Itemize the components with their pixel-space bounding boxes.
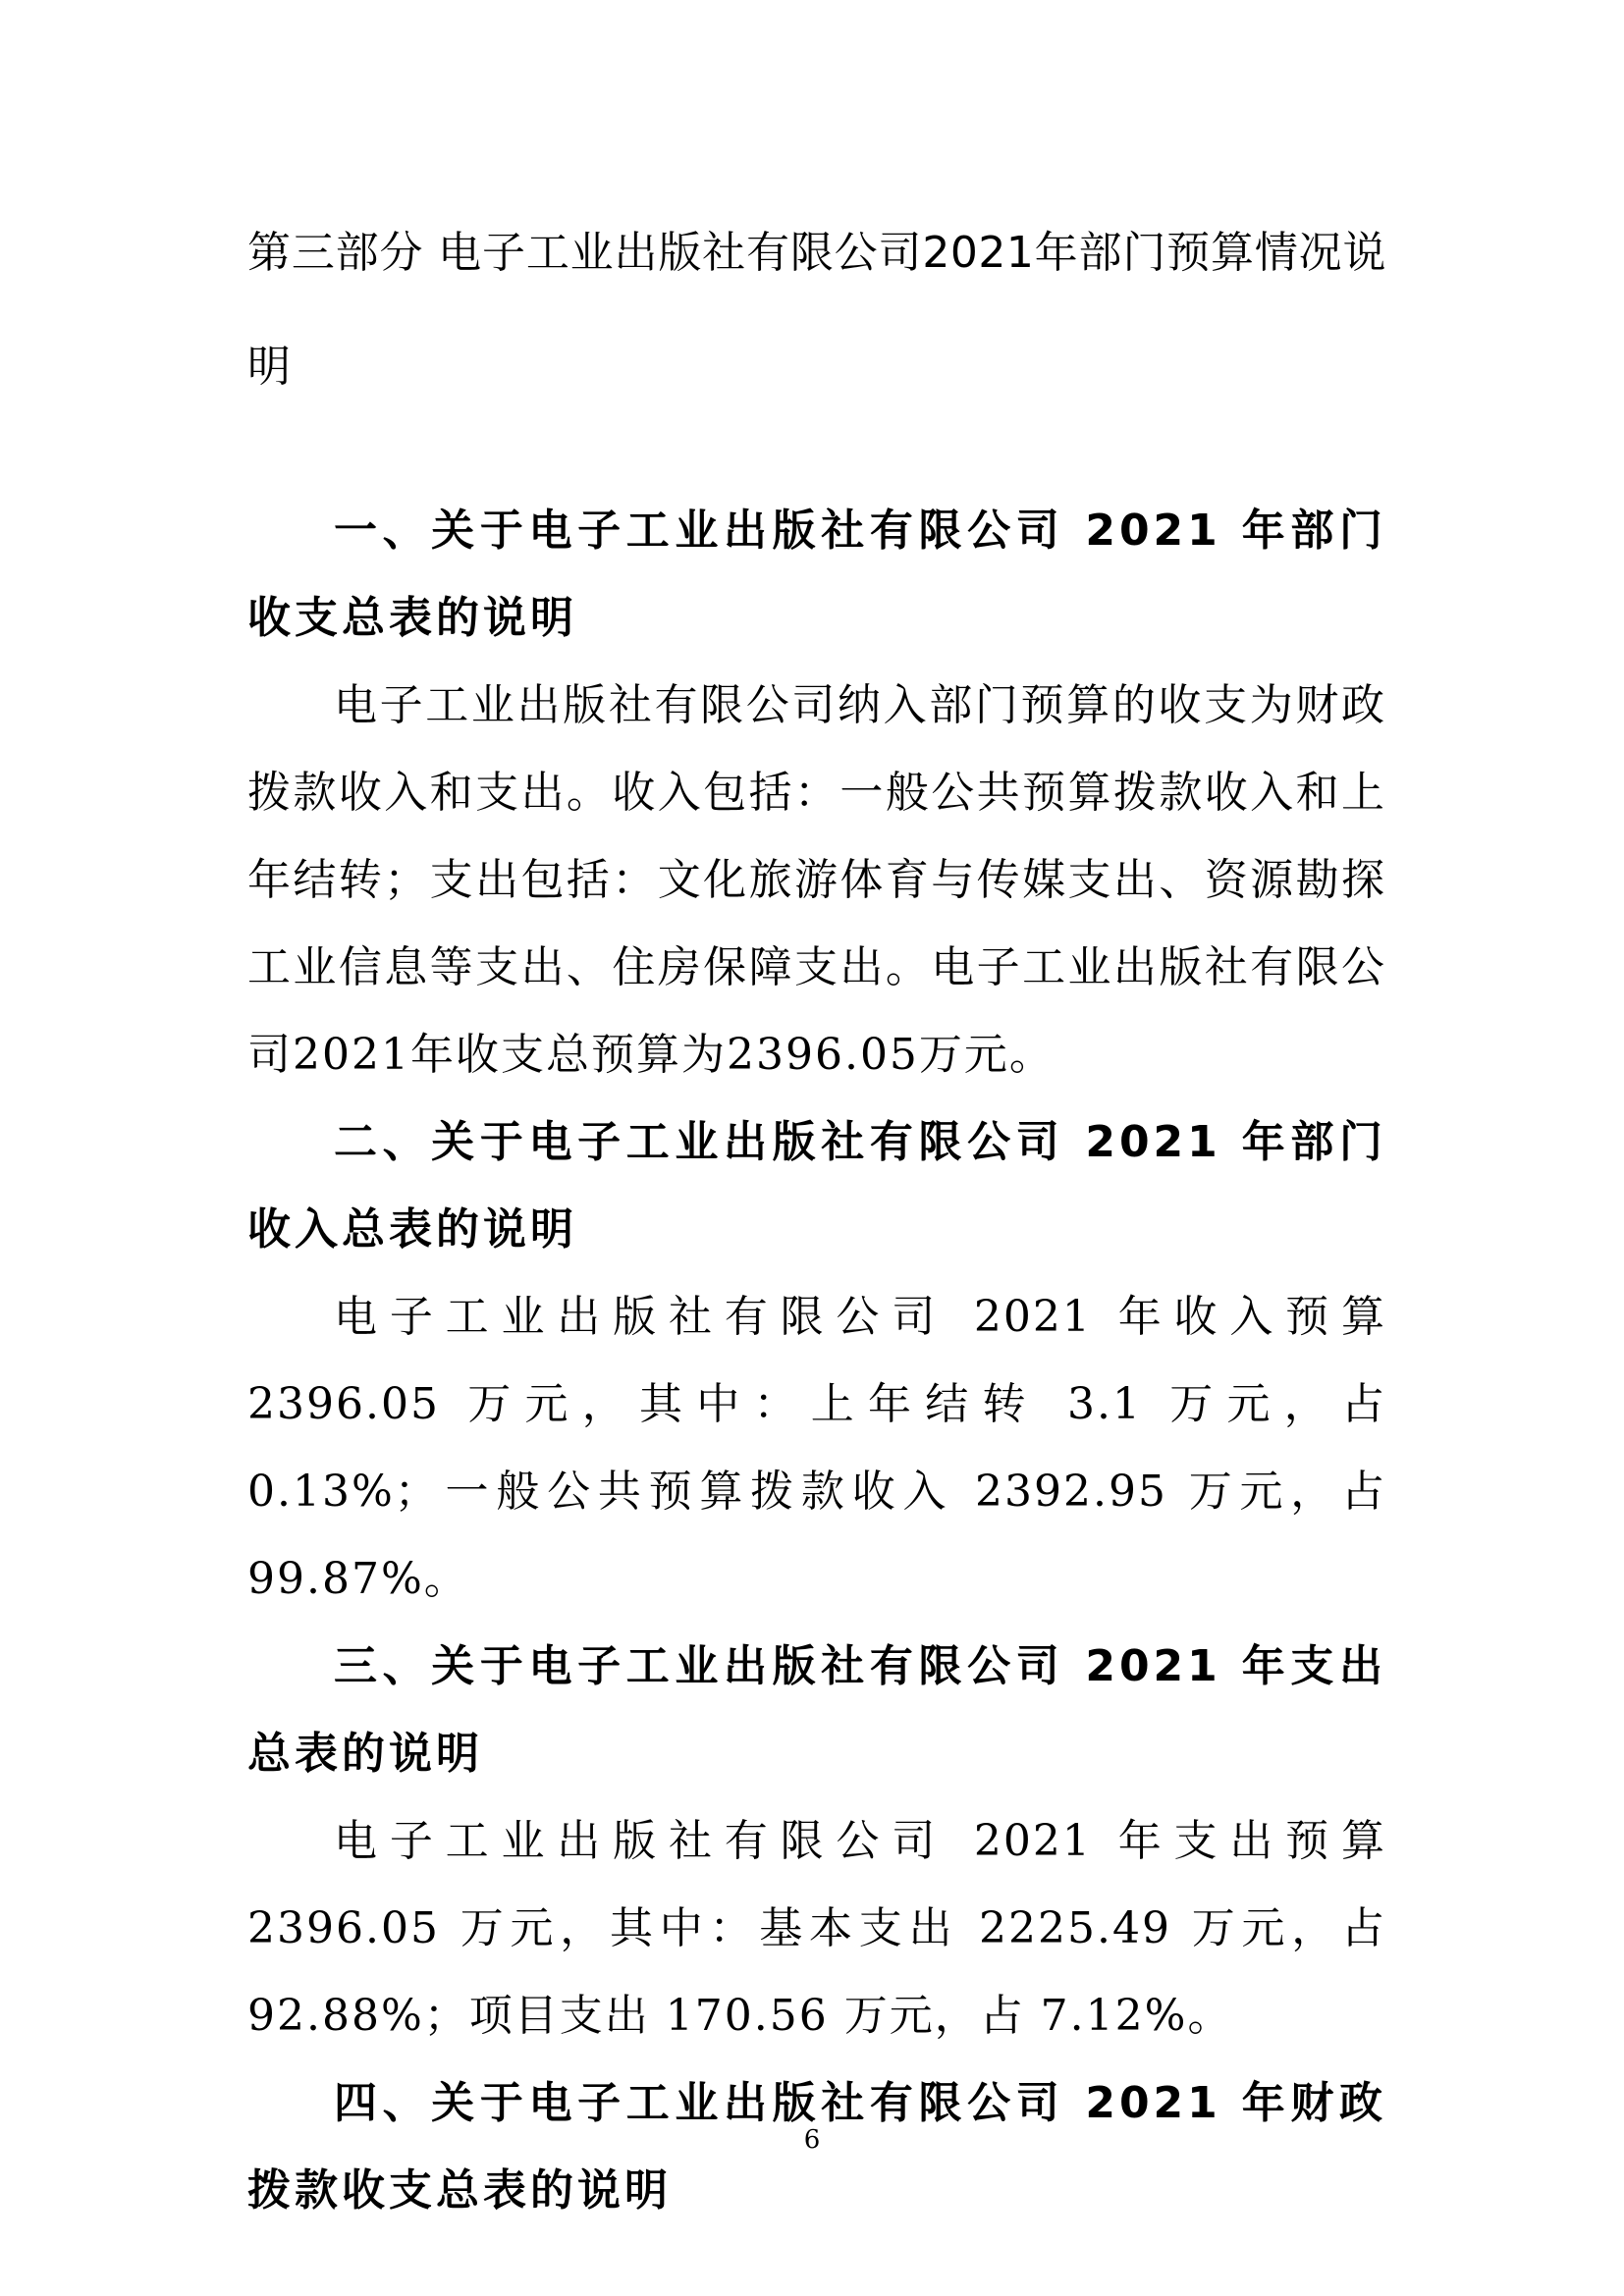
section-3 bbox=[247, 1623, 1386, 2059]
part-title: 第三部分 电子工业出版社有限公司2021年部门预算情况说明 bbox=[247, 228, 1386, 392]
title-spacer bbox=[247, 424, 1386, 487]
section-heading: 二、关于电子工业出版社有限公司 2021 年部门收入总表的说明 bbox=[247, 1117, 1386, 1255]
section-heading: 三、关于电子工业出版社有限公司 2021 年支出总表的说明 bbox=[247, 1641, 1386, 1779]
document-page bbox=[247, 196, 1386, 2234]
section-paragraph: 电子工业出版社有限公司 2021 年支出预算 2396.05 万元，其中：基本支出 2225.49 万元，占 92.88%；项目支出 170.56 万元，占 7.12%。 bbox=[247, 1816, 1386, 2041]
section-heading: 四、关于电子工业出版社有限公司 2021 年财政拨款收支总表的说明 bbox=[247, 2078, 1386, 2216]
page-number: 6 bbox=[803, 2125, 821, 2155]
section-2 bbox=[247, 1098, 1386, 1623]
section-1 bbox=[247, 487, 1386, 1098]
section-paragraph: 电子工业出版社有限公司纳入部门预算的收支为财政拨款收入和支出。收入包括：一般公共预算拨款收入和上年结转；支出包括：文化旅游体育与传媒支出、资源勘探工业信息等支出、住房保障支出。电子工业出版社有限公司2021年收支总预算为2396.05万元。 bbox=[247, 680, 1386, 1080]
section-paragraph: 电子工业出版社有限公司 2021 年收入预算 2396.05 万元，其中：上年结转 3.1 万元，占 0.13%；一般公共预算拨款收入 2392.95 万元，占 99.87%。 bbox=[247, 1292, 1386, 1604]
section-heading: 一、关于电子工业出版社有限公司 2021 年部门收支总表的说明 bbox=[247, 506, 1386, 643]
